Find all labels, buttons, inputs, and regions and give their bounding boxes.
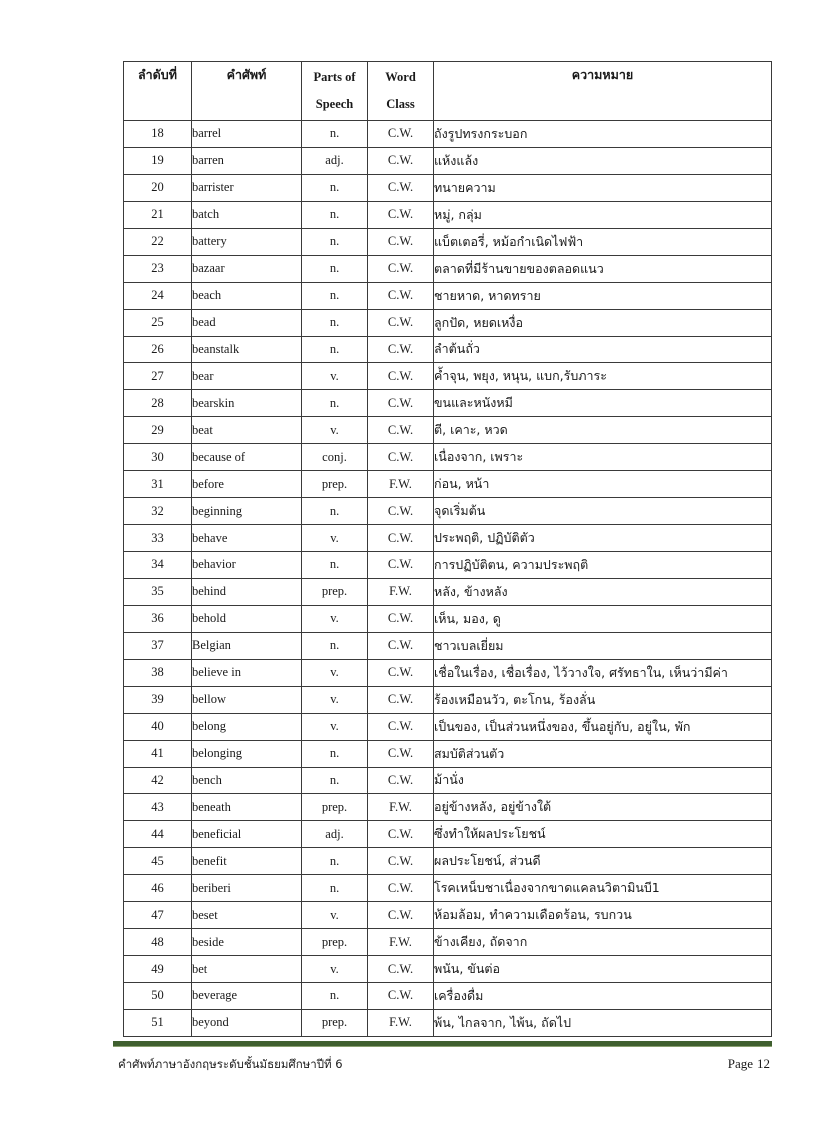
header-parts-of-speech bbox=[302, 62, 368, 121]
row-word-class: C.W. bbox=[368, 255, 434, 282]
row-meaning: ลูกปัด, หยดเหงื่อ bbox=[434, 309, 772, 336]
row-word: beanstalk bbox=[192, 336, 302, 363]
table-row bbox=[124, 713, 772, 740]
row-part-of-speech: n. bbox=[302, 632, 368, 659]
row-word: bench bbox=[192, 767, 302, 794]
row-word-class: C.W. bbox=[368, 713, 434, 740]
table-row bbox=[124, 552, 772, 579]
table-row bbox=[124, 848, 772, 875]
row-word: believe in bbox=[192, 659, 302, 686]
row-number: 45 bbox=[124, 848, 192, 875]
row-word: bear bbox=[192, 363, 302, 390]
row-part-of-speech: prep. bbox=[302, 794, 368, 821]
row-part-of-speech: n. bbox=[302, 390, 368, 417]
table-row bbox=[124, 525, 772, 552]
row-word: belonging bbox=[192, 740, 302, 767]
row-word-class: C.W. bbox=[368, 201, 434, 228]
row-word-class: C.W. bbox=[368, 821, 434, 848]
row-part-of-speech: n. bbox=[302, 336, 368, 363]
row-word-class: C.W. bbox=[368, 363, 434, 390]
row-word-class: C.W. bbox=[368, 983, 434, 1010]
row-number: 40 bbox=[124, 713, 192, 740]
row-meaning: ผลประโยชน์, ส่วนดี bbox=[434, 848, 772, 875]
row-word: barrister bbox=[192, 174, 302, 201]
table-row bbox=[124, 282, 772, 309]
row-meaning: เชื่อในเรื่อง, เชื่อเรื่อง, ไว้วางใจ, ศรัทธาใน, เห็นว่ามีค่า bbox=[434, 659, 772, 686]
row-word: battery bbox=[192, 228, 302, 255]
row-number: 19 bbox=[124, 147, 192, 174]
row-number: 30 bbox=[124, 444, 192, 471]
row-meaning: ก่อน, หน้า bbox=[434, 471, 772, 498]
row-word-class: C.W. bbox=[368, 902, 434, 929]
row-number: 34 bbox=[124, 552, 192, 579]
row-part-of-speech: v. bbox=[302, 713, 368, 740]
header-word: คำศัพท์ bbox=[192, 62, 302, 121]
row-number: 46 bbox=[124, 875, 192, 902]
row-word: Belgian bbox=[192, 632, 302, 659]
row-number: 50 bbox=[124, 983, 192, 1010]
row-number: 35 bbox=[124, 578, 192, 605]
row-part-of-speech: v. bbox=[302, 686, 368, 713]
row-number: 41 bbox=[124, 740, 192, 767]
row-number: 44 bbox=[124, 821, 192, 848]
row-meaning: เป็นของ, เป็นส่วนหนึ่งของ, ขึ้นอยู่กับ, อยู่ใน, พัก bbox=[434, 713, 772, 740]
header-class-line2: Class bbox=[386, 97, 415, 111]
row-part-of-speech: prep. bbox=[302, 929, 368, 956]
header-pos-line2: Speech bbox=[315, 97, 354, 111]
table-row bbox=[124, 605, 772, 632]
row-meaning: ทนายความ bbox=[434, 174, 772, 201]
row-meaning: ประพฤติ, ปฏิบัติตัว bbox=[434, 525, 772, 552]
row-part-of-speech: n. bbox=[302, 174, 368, 201]
footer-divider bbox=[113, 1041, 772, 1047]
row-meaning: เนื่องจาก, เพราะ bbox=[434, 444, 772, 471]
row-number: 20 bbox=[124, 174, 192, 201]
footer-title: คำศัพท์ภาษาอังกฤษระดับชั้นมัธยมศึกษาปีที่ 6 bbox=[118, 1057, 343, 1071]
table-row bbox=[124, 794, 772, 821]
row-word-class: F.W. bbox=[368, 578, 434, 605]
row-word: before bbox=[192, 471, 302, 498]
row-word: behind bbox=[192, 578, 302, 605]
row-meaning: แห้งแล้ง bbox=[434, 147, 772, 174]
page-number: 12 bbox=[757, 1056, 770, 1071]
row-meaning: ห้อมล้อม, ทำความเดือดร้อน, รบกวน bbox=[434, 902, 772, 929]
row-word: behold bbox=[192, 605, 302, 632]
table-row bbox=[124, 767, 772, 794]
row-meaning: ขนและหนังหมี bbox=[434, 390, 772, 417]
table-row bbox=[124, 201, 772, 228]
row-word: bearskin bbox=[192, 390, 302, 417]
row-part-of-speech: adj. bbox=[302, 821, 368, 848]
row-part-of-speech: n. bbox=[302, 552, 368, 579]
table-row bbox=[124, 417, 772, 444]
row-word-class: C.W. bbox=[368, 282, 434, 309]
header-meaning: ความหมาย bbox=[434, 62, 772, 121]
row-meaning: ชาวเบลเยี่ยม bbox=[434, 632, 772, 659]
row-word: beneath bbox=[192, 794, 302, 821]
row-word: bazaar bbox=[192, 255, 302, 282]
row-word: beach bbox=[192, 282, 302, 309]
row-meaning: ชายหาด, หาดทราย bbox=[434, 282, 772, 309]
row-number: 47 bbox=[124, 902, 192, 929]
row-word: behave bbox=[192, 525, 302, 552]
row-meaning: พนัน, ขันต่อ bbox=[434, 956, 772, 983]
table-row bbox=[124, 686, 772, 713]
table-row bbox=[124, 390, 772, 417]
row-part-of-speech: conj. bbox=[302, 444, 368, 471]
table-row bbox=[124, 228, 772, 255]
header-word-class bbox=[368, 62, 434, 121]
header-class-line1: Word bbox=[385, 70, 416, 84]
row-word-class: C.W. bbox=[368, 228, 434, 255]
row-meaning: สมบัติส่วนตัว bbox=[434, 740, 772, 767]
row-meaning: พ้น, ไกลจาก, ไพ้น, ถัดไป bbox=[434, 1009, 772, 1036]
row-meaning: อยู่ข้างหลัง, อยู่ข้างใต้ bbox=[434, 794, 772, 821]
row-word-class: C.W. bbox=[368, 390, 434, 417]
page-label: Page bbox=[727, 1056, 753, 1071]
row-part-of-speech: v. bbox=[302, 417, 368, 444]
row-word: beside bbox=[192, 929, 302, 956]
row-number: 49 bbox=[124, 956, 192, 983]
row-number: 37 bbox=[124, 632, 192, 659]
row-number: 29 bbox=[124, 417, 192, 444]
row-meaning: ลำต้นถั่ว bbox=[434, 336, 772, 363]
row-meaning: แบ็ตเตอรี่, หม้อกำเนิดไฟฟ้า bbox=[434, 228, 772, 255]
row-meaning: เครื่องดื่ม bbox=[434, 983, 772, 1010]
table-header-row bbox=[124, 62, 772, 121]
row-word: beverage bbox=[192, 983, 302, 1010]
row-part-of-speech: n. bbox=[302, 767, 368, 794]
row-word-class: C.W. bbox=[368, 336, 434, 363]
row-number: 23 bbox=[124, 255, 192, 282]
row-number: 21 bbox=[124, 201, 192, 228]
table-row bbox=[124, 740, 772, 767]
row-word-class: C.W. bbox=[368, 875, 434, 902]
row-word-class: F.W. bbox=[368, 929, 434, 956]
row-meaning: ร้องเหมือนวัว, ตะโกน, ร้องลั่น bbox=[434, 686, 772, 713]
table-row bbox=[124, 821, 772, 848]
row-word: batch bbox=[192, 201, 302, 228]
row-part-of-speech: n. bbox=[302, 848, 368, 875]
row-number: 24 bbox=[124, 282, 192, 309]
row-word-class: C.W. bbox=[368, 417, 434, 444]
row-part-of-speech: n. bbox=[302, 228, 368, 255]
table-row bbox=[124, 659, 772, 686]
row-number: 42 bbox=[124, 767, 192, 794]
row-word: barren bbox=[192, 147, 302, 174]
row-part-of-speech: n. bbox=[302, 121, 368, 148]
row-part-of-speech: n. bbox=[302, 309, 368, 336]
row-number: 51 bbox=[124, 1009, 192, 1036]
row-word-class: C.W. bbox=[368, 552, 434, 579]
row-meaning: ตลาดที่มีร้านขายของตลอดแนว bbox=[434, 255, 772, 282]
row-meaning: หมู่, กลุ่ม bbox=[434, 201, 772, 228]
table-row bbox=[124, 147, 772, 174]
row-word: bellow bbox=[192, 686, 302, 713]
row-word-class: C.W. bbox=[368, 605, 434, 632]
row-word-class: C.W. bbox=[368, 632, 434, 659]
row-word: bet bbox=[192, 956, 302, 983]
table-row bbox=[124, 929, 772, 956]
header-number: ลำดับที่ bbox=[124, 62, 192, 121]
row-word-class: C.W. bbox=[368, 444, 434, 471]
row-word-class: C.W. bbox=[368, 147, 434, 174]
row-word: beat bbox=[192, 417, 302, 444]
row-number: 38 bbox=[124, 659, 192, 686]
row-meaning: ถังรูปทรงกระบอก bbox=[434, 121, 772, 148]
table-row bbox=[124, 309, 772, 336]
row-number: 39 bbox=[124, 686, 192, 713]
row-meaning: การปฏิบัติตน, ความประพฤติ bbox=[434, 552, 772, 579]
row-word-class: C.W. bbox=[368, 498, 434, 525]
row-number: 27 bbox=[124, 363, 192, 390]
table-row bbox=[124, 471, 772, 498]
row-word-class: C.W. bbox=[368, 309, 434, 336]
table-row bbox=[124, 632, 772, 659]
row-word: because of bbox=[192, 444, 302, 471]
row-word-class: C.W. bbox=[368, 525, 434, 552]
footer-page bbox=[724, 1056, 770, 1072]
table-row bbox=[124, 956, 772, 983]
row-meaning: โรคเหน็บชาเนื่องจากขาดแคลนวิตามินบี1 bbox=[434, 875, 772, 902]
table-row bbox=[124, 255, 772, 282]
row-word: beyond bbox=[192, 1009, 302, 1036]
row-word-class: F.W. bbox=[368, 794, 434, 821]
row-word-class: C.W. bbox=[368, 659, 434, 686]
row-word-class: C.W. bbox=[368, 767, 434, 794]
row-number: 18 bbox=[124, 121, 192, 148]
table-row bbox=[124, 578, 772, 605]
row-part-of-speech: n. bbox=[302, 740, 368, 767]
row-meaning: ม้านั่ง bbox=[434, 767, 772, 794]
row-part-of-speech: prep. bbox=[302, 471, 368, 498]
row-part-of-speech: v. bbox=[302, 363, 368, 390]
row-meaning: ตี, เคาะ, หวด bbox=[434, 417, 772, 444]
row-part-of-speech: n. bbox=[302, 983, 368, 1010]
row-part-of-speech: v. bbox=[302, 902, 368, 929]
row-number: 48 bbox=[124, 929, 192, 956]
table-row bbox=[124, 444, 772, 471]
row-meaning: จุดเริ่มต้น bbox=[434, 498, 772, 525]
vocabulary-table bbox=[123, 61, 772, 1037]
row-part-of-speech: prep. bbox=[302, 578, 368, 605]
row-meaning: เห็น, มอง, ดู bbox=[434, 605, 772, 632]
row-word-class: C.W. bbox=[368, 848, 434, 875]
row-number: 26 bbox=[124, 336, 192, 363]
row-meaning: ซึ่งทำให้ผลประโยชน์ bbox=[434, 821, 772, 848]
row-word-class: F.W. bbox=[368, 1009, 434, 1036]
row-part-of-speech: n. bbox=[302, 498, 368, 525]
row-word: beginning bbox=[192, 498, 302, 525]
row-part-of-speech: v. bbox=[302, 956, 368, 983]
row-word-class: F.W. bbox=[368, 471, 434, 498]
row-word: belong bbox=[192, 713, 302, 740]
row-number: 31 bbox=[124, 471, 192, 498]
row-meaning: ข้างเคียง, ถัดจาก bbox=[434, 929, 772, 956]
row-part-of-speech: v. bbox=[302, 659, 368, 686]
table-row bbox=[124, 174, 772, 201]
table-row bbox=[124, 363, 772, 390]
row-number: 25 bbox=[124, 309, 192, 336]
row-meaning: หลัง, ข้างหลัง bbox=[434, 578, 772, 605]
row-word: bead bbox=[192, 309, 302, 336]
row-part-of-speech: v. bbox=[302, 605, 368, 632]
table-row bbox=[124, 498, 772, 525]
row-word-class: C.W. bbox=[368, 174, 434, 201]
table-row bbox=[124, 336, 772, 363]
table-row bbox=[124, 1009, 772, 1036]
table-body bbox=[124, 121, 772, 1037]
row-word-class: C.W. bbox=[368, 121, 434, 148]
table-row bbox=[124, 983, 772, 1010]
row-meaning: ค้ำจุน, พยุง, หนุน, แบก,รับภาระ bbox=[434, 363, 772, 390]
table-row bbox=[124, 875, 772, 902]
row-number: 33 bbox=[124, 525, 192, 552]
row-word: beset bbox=[192, 902, 302, 929]
row-part-of-speech: adj. bbox=[302, 147, 368, 174]
row-word: beriberi bbox=[192, 875, 302, 902]
row-word-class: C.W. bbox=[368, 740, 434, 767]
row-number: 43 bbox=[124, 794, 192, 821]
row-word-class: C.W. bbox=[368, 956, 434, 983]
row-word: barrel bbox=[192, 121, 302, 148]
row-number: 28 bbox=[124, 390, 192, 417]
row-number: 32 bbox=[124, 498, 192, 525]
row-word: beneficial bbox=[192, 821, 302, 848]
row-part-of-speech: v. bbox=[302, 525, 368, 552]
row-part-of-speech: n. bbox=[302, 201, 368, 228]
row-word-class: C.W. bbox=[368, 686, 434, 713]
row-word: behavior bbox=[192, 552, 302, 579]
row-part-of-speech: n. bbox=[302, 255, 368, 282]
row-word: benefit bbox=[192, 848, 302, 875]
table-row bbox=[124, 902, 772, 929]
row-part-of-speech: prep. bbox=[302, 1009, 368, 1036]
row-number: 36 bbox=[124, 605, 192, 632]
row-part-of-speech: n. bbox=[302, 282, 368, 309]
row-part-of-speech: n. bbox=[302, 875, 368, 902]
row-number: 22 bbox=[124, 228, 192, 255]
table-row bbox=[124, 121, 772, 148]
header-pos-line1: Parts of bbox=[313, 70, 356, 84]
